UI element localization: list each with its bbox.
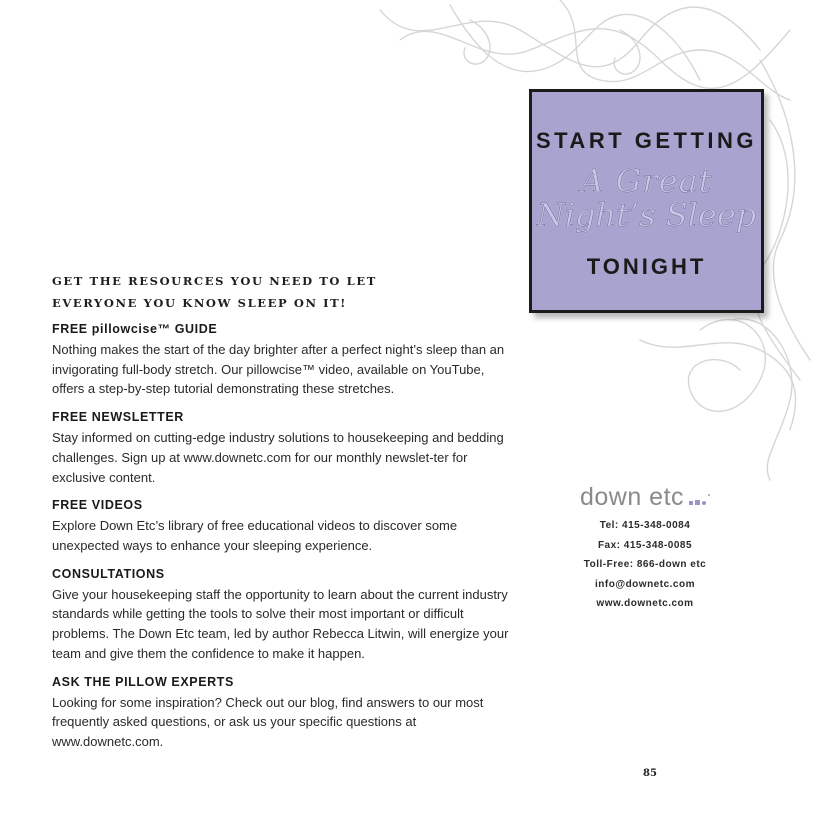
logo-dots-icon <box>687 482 710 512</box>
logo-text: down etc <box>579 483 685 511</box>
section-body: Stay informed on cutting-edge industry solutions to housekeeping and bedding challenges. Sign up at www.downetc.com for our monthly newslet-ter for exclusive content. <box>52 429 504 485</box>
page-heading-line-1: GET THE RESOURCES YOU NEED TO LET <box>52 274 377 288</box>
section-body: Give your housekeeping staff the opportunity to learn about the current industry standards while getting the tools to solve their most important or difficult problems. The Down Etc team, led by author Rebecca Litwin, will energize your team and give them the confidence to make it happen. <box>52 586 509 661</box>
section-pillowcise-guide <box>52 320 512 399</box>
section-title: FREE VIDEOS <box>52 498 143 513</box>
promo-script-line-1: A Great <box>580 162 713 200</box>
fax-number: Fax: 415-348-0085 <box>597 539 693 551</box>
section-title: ASK THE PILLOW EXPERTS <box>52 674 234 689</box>
page-heading <box>52 270 432 314</box>
promo-heading-bottom: TONIGHT <box>586 254 707 279</box>
promo-heading-top: START GETTING <box>535 128 758 153</box>
resource-list <box>52 320 512 761</box>
phone-number: Tel: 415-348-0084 <box>599 520 691 531</box>
section-body: Nothing makes the start of the day brighter after a perfect night’s sleep than an invigorating full-body stretch. Our pillowcise™ video, available on YouTube, offers a step-by-step tutorial demonstrating these stretches. <box>52 341 505 397</box>
contact-block <box>560 482 730 614</box>
section-title: FREE pillowcise™ GUIDE <box>52 322 218 336</box>
down-etc-logo <box>560 482 730 516</box>
section-pillow-experts <box>52 673 512 752</box>
section-body: Explore Down Etc’s library of free educational videos to discover some unexpected ways to enhance your sleeping experience. <box>52 518 458 553</box>
section-videos <box>52 496 512 555</box>
page-heading-line-2: EVERYONE YOU KNOW SLEEP ON IT! <box>52 296 347 310</box>
page-number: 85 <box>643 768 657 779</box>
email-address: info@downetc.com <box>595 578 695 590</box>
website-url: www.downetc.com <box>596 598 694 609</box>
section-body: Looking for some inspiration? Check out our blog, find answers to our most frequently asked questions, or ask us your specific questions at www.downetc.com. <box>52 694 484 750</box>
section-consultations <box>52 565 512 664</box>
section-newsletter <box>52 408 512 487</box>
section-title: FREE NEWSLETTER <box>52 410 184 425</box>
toll-free-number: Toll-Free: 866-down etc <box>583 559 707 570</box>
section-title: CONSULTATIONS <box>52 566 165 581</box>
promo-script-line-2: Night’s Sleep <box>536 196 757 234</box>
promo-box <box>529 89 764 313</box>
